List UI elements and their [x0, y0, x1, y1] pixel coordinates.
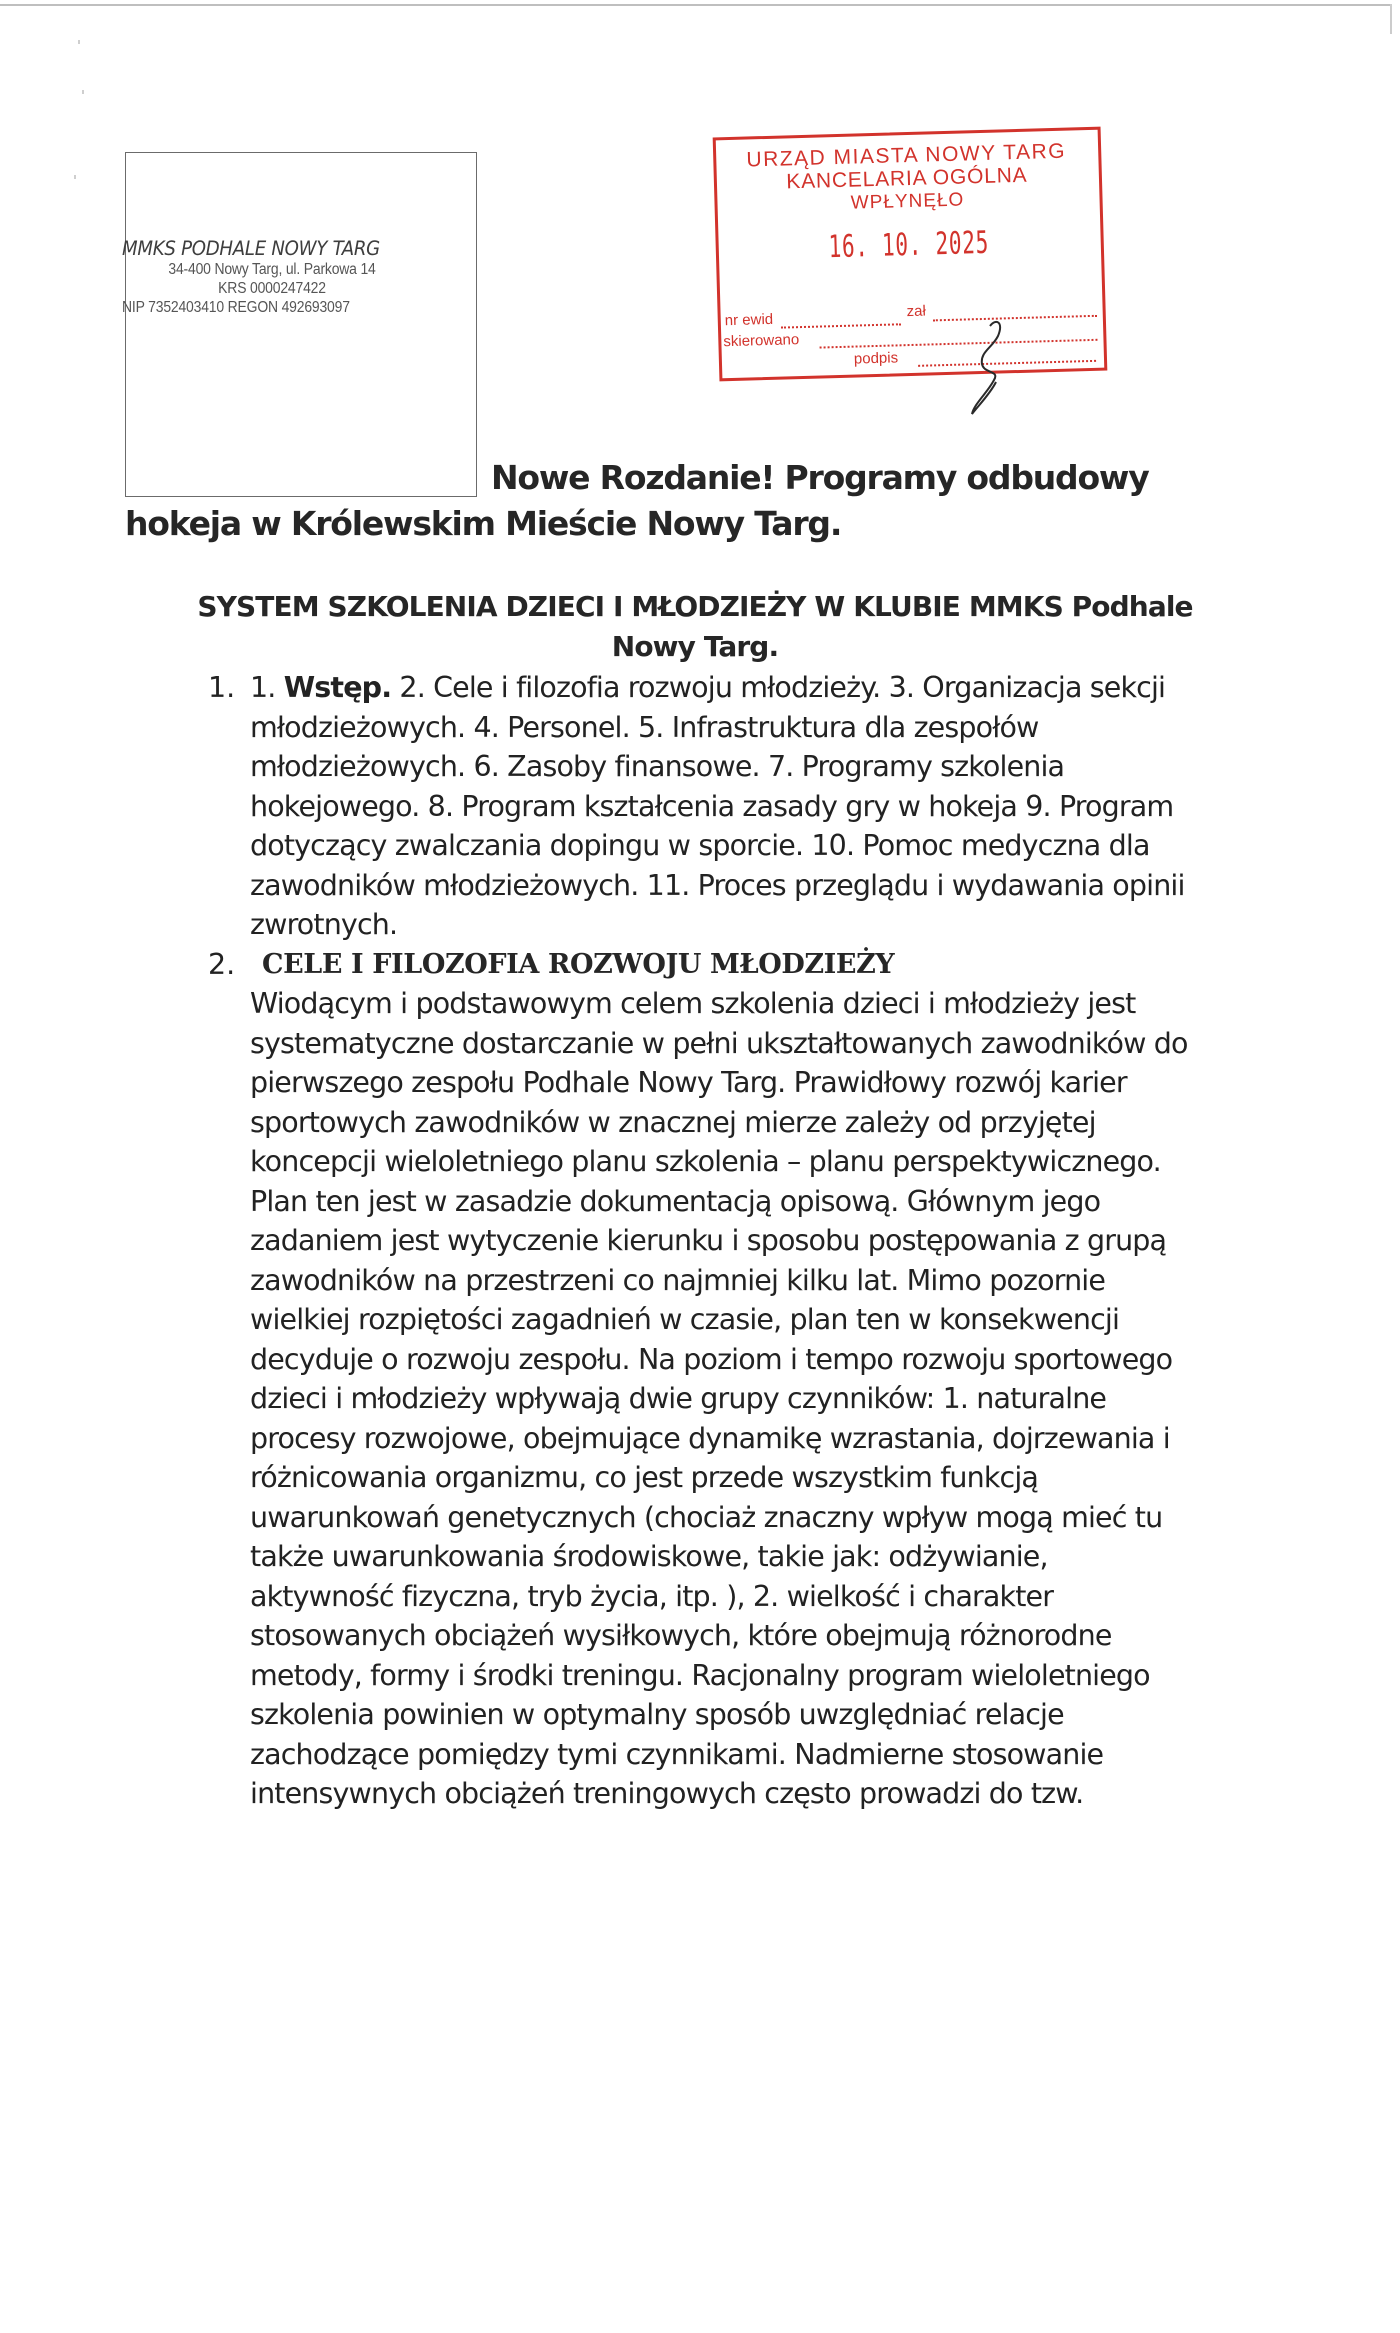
text-line: Plan ten jest w zasadzie dokumentacją opisową. Głównym jego — [250, 1184, 1101, 1218]
stamp-dotted-line — [820, 339, 1098, 349]
scan-edge-right — [1390, 4, 1392, 34]
section-2-body — [250, 984, 1290, 1814]
text-line: Wiodącym i podstawowym celem szkolenia dzieci i młodzieży jest — [250, 987, 1136, 1020]
text-line: młodzieżowych. 4. Personel. 5. Infrastruktura dla zespołów — [250, 710, 1039, 744]
text-line: zachodzące pomiędzy tymi czynnikami. Nadmierne stosowanie — [250, 1737, 1104, 1771]
text-line: dzieci i młodzieży wpływają dwie grupy czynników: 1. naturalne — [250, 1382, 1107, 1415]
document-title-line1: Nowe Rozdanie! Programy odbudowy — [491, 458, 1149, 497]
stamp-field-podpis: podpis — [853, 349, 899, 368]
text-line: systematyczne dostarczanie w pełni ukształtowanych zawodników do — [250, 1026, 1188, 1060]
document-title-line2: hokeja w Królewskim Mieście Nowy Targ. — [125, 504, 842, 543]
document-subtitle-line1: SYSTEM SZKOLENIA DZIECI I MŁODZIEŻY W KLUBIE MMKS Podhale — [197, 590, 1193, 623]
text-line: procesy rozwojowe, obejmujące dynamikę wzrastania, dojrzewania i — [250, 1421, 1170, 1455]
stamp-field-zal: zał — [906, 302, 927, 321]
text-line — [250, 668, 1290, 708]
text-line: intensywnych obciążeń treningowych często prowadzi do tzw. — [250, 1777, 1084, 1810]
stamp-office: URZĄD MIASTA NOWY TARG — [746, 139, 1067, 172]
club-name: MMKS PODHALE NOWY TARG — [122, 237, 380, 260]
document-subtitle-line2: Nowy Targ. — [611, 630, 779, 663]
scan-speck — [74, 175, 76, 179]
text-line: sportowych zawodników w znacznej mierze zależy od przyjętej — [250, 1105, 1096, 1139]
stamp-date: 16. 10. 2025 — [828, 224, 990, 266]
text-line: szkolenia powinien w optymalny sposób uwzględniać relacje — [250, 1698, 1064, 1731]
list-number: 2. — [208, 948, 236, 981]
text-line: młodzieżowych. 6. Zasoby finansowe. 7. Programy szkolenia — [250, 750, 1065, 783]
text-line: hokejowego. 8. Program kształcenia zasady gry w hokeja 9. Program — [250, 789, 1174, 823]
text-line: zwrotnych. — [250, 908, 398, 941]
stamp-dotted-line — [781, 323, 901, 328]
text-line: decyduje o rozwoju zespołu. Na poziom i tempo rozwoju sportowego — [250, 1342, 1173, 1376]
text-line: stosowanych obciążeń wysiłkowych, które obejmują różnorodne — [250, 1619, 1112, 1652]
stamp-received: WPŁYNĘŁO — [850, 189, 965, 214]
scan-speck — [82, 90, 84, 94]
toc-lead-bold: Wstęp. — [283, 671, 392, 704]
text-line: różnicowania organizmu, co jest przede wszystkim funkcją — [250, 1461, 1039, 1494]
section-2-heading: CELE I FILOZOFIA ROZWOJU MŁODZIEŻY — [262, 949, 895, 980]
text-line: koncepcji wieloletniego planu szkolenia – planu perspektywicznego. — [250, 1145, 1161, 1178]
stamp-department: KANCELARIA OGÓLNA — [786, 163, 1028, 194]
club-krs: KRS 0000247422 — [218, 280, 326, 297]
placeholder-box — [125, 152, 477, 497]
text-line: zadaniem jest wytyczenie kierunku i sposobu postępowania z grupą — [250, 1224, 1167, 1257]
registry-stamp — [713, 127, 1108, 382]
club-nip-regon: NIP 7352403410 REGON 492693097 — [122, 299, 350, 316]
text-line: dotyczący zwalczania dopingu w sporcie. 10. Pomoc medyczna dla — [250, 829, 1150, 862]
club-stamp — [122, 237, 422, 317]
section-1-body — [250, 668, 1290, 945]
scan-edge-top — [0, 4, 1390, 6]
text-line: pierwszego zespołu Podhale Nowy Targ. Prawidłowy rozwój karier — [250, 1066, 1127, 1099]
text-line: metody, formy i środki treningu. Racjonalny program wieloletniego — [250, 1658, 1150, 1692]
stamp-field-skierowano: skierowano — [723, 331, 800, 351]
list-number: 1. — [208, 671, 236, 704]
handwritten-signature — [960, 318, 1020, 418]
text-segment: 2. Cele i filozofia rozwoju młodzieży. 3. Organizacja sekcji — [391, 671, 1166, 704]
text-line: uwarunkowań genetycznych (chociaż znaczny wpływ mogą mieć tu — [250, 1500, 1163, 1534]
scan-speck — [78, 40, 80, 44]
text-line: wielkiej rozpiętości zagadnień w czasie, plan ten w konsekwencji — [250, 1303, 1120, 1336]
text-line: także uwarunkowania środowiskowe, takie jak: odżywianie, — [250, 1540, 1048, 1573]
toc-lead-number: 1. — [250, 671, 276, 704]
club-address: 34-400 Nowy Targ, ul. Parkowa 14 — [168, 261, 376, 278]
stamp-field-nr-ewid: nr ewid — [724, 310, 774, 330]
text-line: zawodników młodzieżowych. 11. Proces przeglądu i wydawania opinii — [250, 868, 1185, 902]
text-line: aktywność fizyczna, tryb życia, itp. ), 2. wielkość i charakter — [250, 1579, 1054, 1613]
text-line: zawodników na przestrzeni co najmniej kilku lat. Mimo pozornie — [250, 1263, 1106, 1297]
